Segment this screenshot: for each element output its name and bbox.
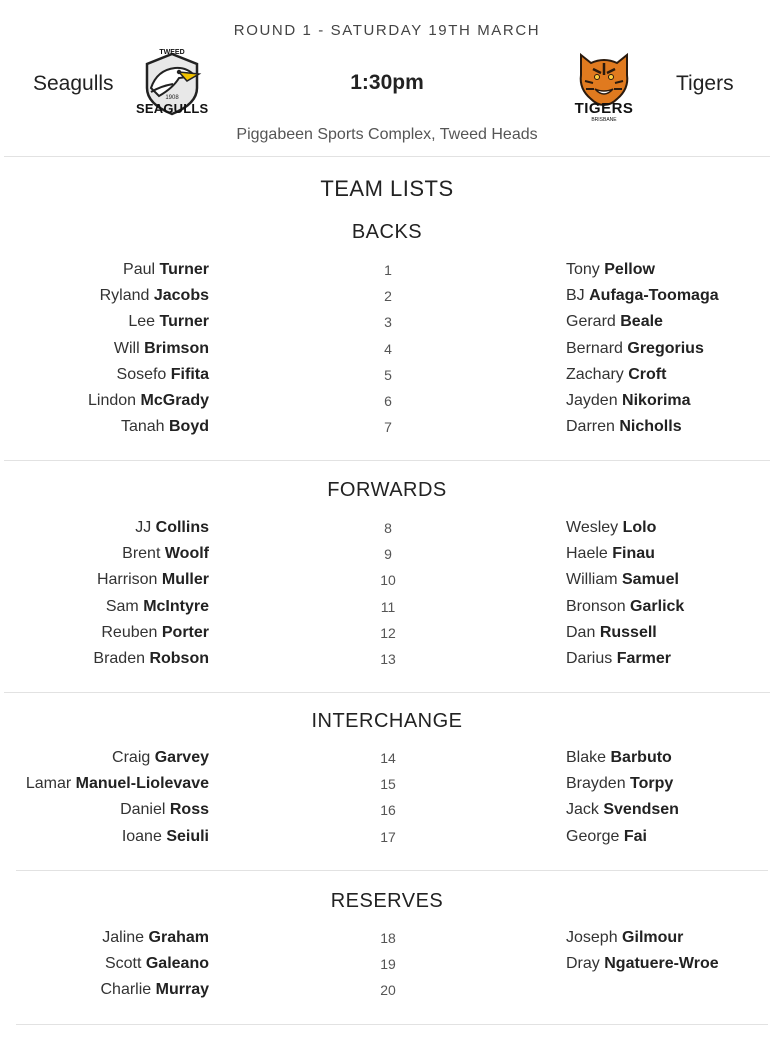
home-player[interactable]	[93, 646, 209, 672]
home-player-first-name: Sam	[105, 597, 139, 615]
jersey-number: 2	[384, 288, 392, 305]
jersey-number: 20	[380, 982, 396, 999]
away-player-surname: Nicholls	[619, 418, 682, 436]
home-player[interactable]	[101, 620, 209, 646]
table-row	[0, 925, 784, 951]
home-player[interactable]	[26, 771, 209, 797]
jersey-number: 8	[384, 520, 392, 536]
away-player[interactable]	[566, 594, 684, 620]
home-player-surname: Boyd	[169, 418, 209, 436]
away-player-surname: Garlick	[630, 597, 685, 615]
jersey-number: 7	[384, 419, 392, 436]
jersey-number: 11	[380, 598, 396, 615]
jersey-number: 5	[384, 366, 392, 383]
away-player-first-name: Jack	[566, 801, 599, 819]
home-player[interactable]	[100, 283, 209, 309]
away-player-first-name: Dray	[566, 955, 600, 973]
home-player-surname: Collins	[155, 519, 209, 536]
away-player-first-name: William	[566, 571, 618, 589]
home-player[interactable]	[88, 388, 209, 414]
table-row	[0, 309, 784, 335]
home-player-surname: McGrady	[140, 392, 209, 409]
home-player-surname: Turner	[159, 261, 209, 278]
table-row	[0, 362, 784, 388]
away-player-first-name: Wesley	[566, 519, 619, 536]
home-player-first-name: Lee	[128, 313, 156, 331]
home-player[interactable]	[120, 797, 209, 823]
away-player-surname: Gregorius	[627, 339, 704, 357]
home-player-first-name: JJ	[135, 519, 152, 536]
home-player-surname: Graham	[148, 929, 209, 946]
section-title-backs: BACKS	[351, 221, 423, 243]
away-player-first-name: Brayden	[566, 775, 626, 793]
away-player-surname: Aufaga-Toomaga	[589, 287, 719, 305]
away-player-surname: Gilmour	[622, 929, 684, 946]
jersey-number: 17	[380, 828, 396, 845]
away-player-first-name: BJ	[566, 287, 585, 305]
home-player-surname: Woolf	[164, 545, 209, 563]
away-player-first-name: Bernard	[566, 339, 623, 357]
home-player-surname: Seiuli	[166, 827, 209, 845]
home-player[interactable]	[106, 594, 209, 620]
divider	[4, 156, 770, 157]
away-player[interactable]	[566, 257, 655, 283]
away-player-first-name: Blake	[566, 749, 607, 766]
away-player-first-name: Zachary	[566, 365, 624, 383]
away-player-surname: Barbuto	[610, 749, 672, 766]
away-player[interactable]	[566, 745, 672, 771]
away-player-first-name: Haele	[566, 545, 608, 563]
home-player[interactable]	[117, 362, 209, 388]
section-title-forwards: FORWARDS	[327, 479, 447, 501]
away-player-surname: Croft	[628, 365, 667, 383]
away-player-surname: Finau	[612, 545, 655, 563]
away-player-surname: Pellow	[604, 261, 655, 278]
home-player[interactable]	[128, 309, 209, 335]
away-player[interactable]	[566, 309, 663, 335]
away-player[interactable]	[566, 771, 673, 797]
away-player-surname: Russell	[599, 623, 657, 641]
home-player[interactable]	[102, 925, 209, 951]
jersey-number: 15	[380, 776, 396, 793]
home-player[interactable]	[105, 951, 209, 977]
away-player-first-name: Gerard	[566, 313, 616, 331]
page-title: TEAM LISTS	[320, 176, 454, 201]
home-logo-text: SEAGULLS	[136, 101, 209, 116]
home-player-first-name: Will	[113, 339, 140, 357]
table-row	[0, 257, 784, 283]
jersey-number: 4	[384, 340, 392, 357]
divider	[16, 1024, 768, 1025]
home-player-first-name: Lamar	[25, 775, 72, 793]
table-row	[0, 336, 784, 362]
table-row	[0, 797, 784, 823]
away-player[interactable]	[566, 797, 679, 823]
away-player-surname: Fai	[623, 827, 647, 845]
away-player[interactable]	[566, 541, 655, 567]
home-player[interactable]	[121, 414, 209, 440]
away-logo-text: TIGERS	[574, 100, 634, 117]
home-player-first-name: Jaline	[102, 929, 145, 946]
home-player[interactable]	[123, 257, 209, 283]
away-player[interactable]	[566, 951, 719, 977]
home-player-surname: Murray	[155, 981, 209, 999]
home-player-first-name: Tanah	[120, 418, 165, 436]
table-row	[0, 745, 784, 771]
jersey-number: 1	[384, 262, 392, 278]
home-player[interactable]	[112, 745, 209, 771]
away-player-first-name: Bronson	[566, 597, 626, 615]
home-player-first-name: Sosefo	[116, 365, 167, 383]
home-player-first-name: Harrison	[96, 571, 158, 589]
away-player-first-name: Jayden	[566, 392, 618, 409]
away-player[interactable]	[566, 646, 671, 672]
jersey-number: 10	[380, 572, 396, 589]
home-player-first-name: Scott	[104, 955, 142, 973]
home-player-first-name: Braden	[93, 650, 145, 667]
jersey-number: 9	[384, 546, 392, 563]
jersey-number: 18	[380, 930, 396, 946]
home-logo-top-text: TWEED	[159, 49, 185, 56]
away-player[interactable]	[566, 925, 683, 951]
home-player-surname: Fifita	[170, 365, 209, 383]
away-team-name[interactable]: Tigers	[676, 72, 734, 95]
home-player[interactable]	[122, 541, 209, 567]
away-player[interactable]	[566, 824, 647, 850]
jersey-number: 16	[380, 802, 396, 819]
away-player[interactable]	[566, 336, 704, 362]
home-player-surname: Robson	[149, 650, 209, 667]
table-row	[0, 567, 784, 593]
away-player[interactable]	[566, 362, 666, 388]
section-title-reserves: RESERVES	[330, 890, 444, 912]
home-player-surname: Jacobs	[153, 287, 209, 305]
away-player[interactable]	[566, 414, 682, 440]
table-row	[0, 388, 784, 414]
home-player-surname: Ross	[169, 801, 209, 819]
away-player-surname: Torpy	[630, 775, 674, 793]
away-player-surname: Svendsen	[603, 801, 679, 819]
away-player[interactable]	[566, 388, 691, 414]
jersey-number: 14	[380, 750, 396, 766]
away-player-first-name: Dan	[566, 623, 596, 641]
home-player-surname: Galeano	[145, 955, 209, 973]
venue[interactable]: Piggabeen Sports Complex, Tweed Heads	[236, 126, 538, 143]
home-player-surname: Muller	[161, 571, 209, 589]
home-player-surname: Turner	[159, 313, 209, 331]
table-row	[0, 620, 784, 646]
home-team-name[interactable]: Seagulls	[33, 72, 114, 95]
home-player-surname: Brimson	[144, 339, 209, 357]
away-player-surname: Farmer	[616, 650, 671, 667]
table-row	[0, 646, 784, 672]
home-player-first-name: Lindon	[88, 392, 137, 409]
away-player-surname: Lolo	[622, 519, 657, 536]
away-player[interactable]	[566, 283, 719, 309]
divider	[4, 460, 770, 461]
divider	[4, 692, 770, 693]
divider	[16, 870, 768, 871]
table-row	[0, 594, 784, 620]
home-player-first-name: Daniel	[120, 801, 166, 819]
table-row	[0, 283, 784, 309]
home-player-first-name: Paul	[123, 261, 156, 278]
jersey-number: 12	[380, 624, 396, 641]
home-player-first-name: Reuben	[101, 623, 158, 641]
away-player-first-name: Darren	[566, 418, 615, 436]
home-player-first-name: Ryland	[99, 287, 150, 305]
table-row	[0, 977, 784, 1003]
home-player[interactable]	[101, 977, 210, 1003]
table-row	[0, 414, 784, 440]
jersey-number: 6	[384, 393, 392, 409]
home-player-first-name: Ioane	[121, 827, 162, 845]
away-logo-subtext: BRISBANE	[591, 117, 617, 123]
away-player-surname: Ngatuere-Wroe	[604, 955, 719, 973]
home-player[interactable]	[135, 515, 209, 541]
table-row	[0, 824, 784, 850]
away-player-surname: Samuel	[622, 571, 679, 589]
home-player-first-name: Charlie	[100, 981, 152, 999]
home-player-surname: Manuel-Liolevave	[75, 775, 209, 793]
table-row	[0, 515, 784, 541]
away-player[interactable]	[566, 620, 657, 646]
away-player-surname: Beale	[620, 313, 663, 331]
away-player[interactable]	[566, 515, 656, 541]
section-title-interchange: INTERCHANGE	[311, 710, 463, 732]
home-player[interactable]	[114, 336, 209, 362]
table-row	[0, 951, 784, 977]
home-player-first-name: Craig	[112, 749, 151, 766]
table-row	[0, 541, 784, 567]
jersey-number: 13	[380, 651, 396, 667]
home-player-first-name: Brent	[122, 545, 161, 563]
away-player[interactable]	[566, 567, 679, 593]
home-logo-year: 1908	[165, 95, 179, 101]
home-player-surname: Garvey	[154, 749, 209, 766]
home-player[interactable]	[122, 824, 209, 850]
jersey-number: 3	[384, 314, 392, 331]
away-player-first-name: Darius	[566, 650, 613, 667]
kickoff-time: 1:30pm	[350, 71, 424, 94]
away-player-first-name: George	[566, 827, 620, 845]
home-player-surname: McIntyre	[143, 597, 209, 615]
jersey-number: 19	[380, 956, 396, 973]
away-player-surname: Nikorima	[622, 392, 691, 409]
round-label: ROUND 1 - SATURDAY 19TH MARCH	[233, 22, 541, 39]
away-player-first-name: Joseph	[566, 929, 618, 946]
away-player-first-name: Tony	[566, 261, 600, 278]
table-row	[0, 771, 784, 797]
home-player[interactable]	[97, 567, 209, 593]
home-player-surname: Porter	[161, 623, 209, 641]
